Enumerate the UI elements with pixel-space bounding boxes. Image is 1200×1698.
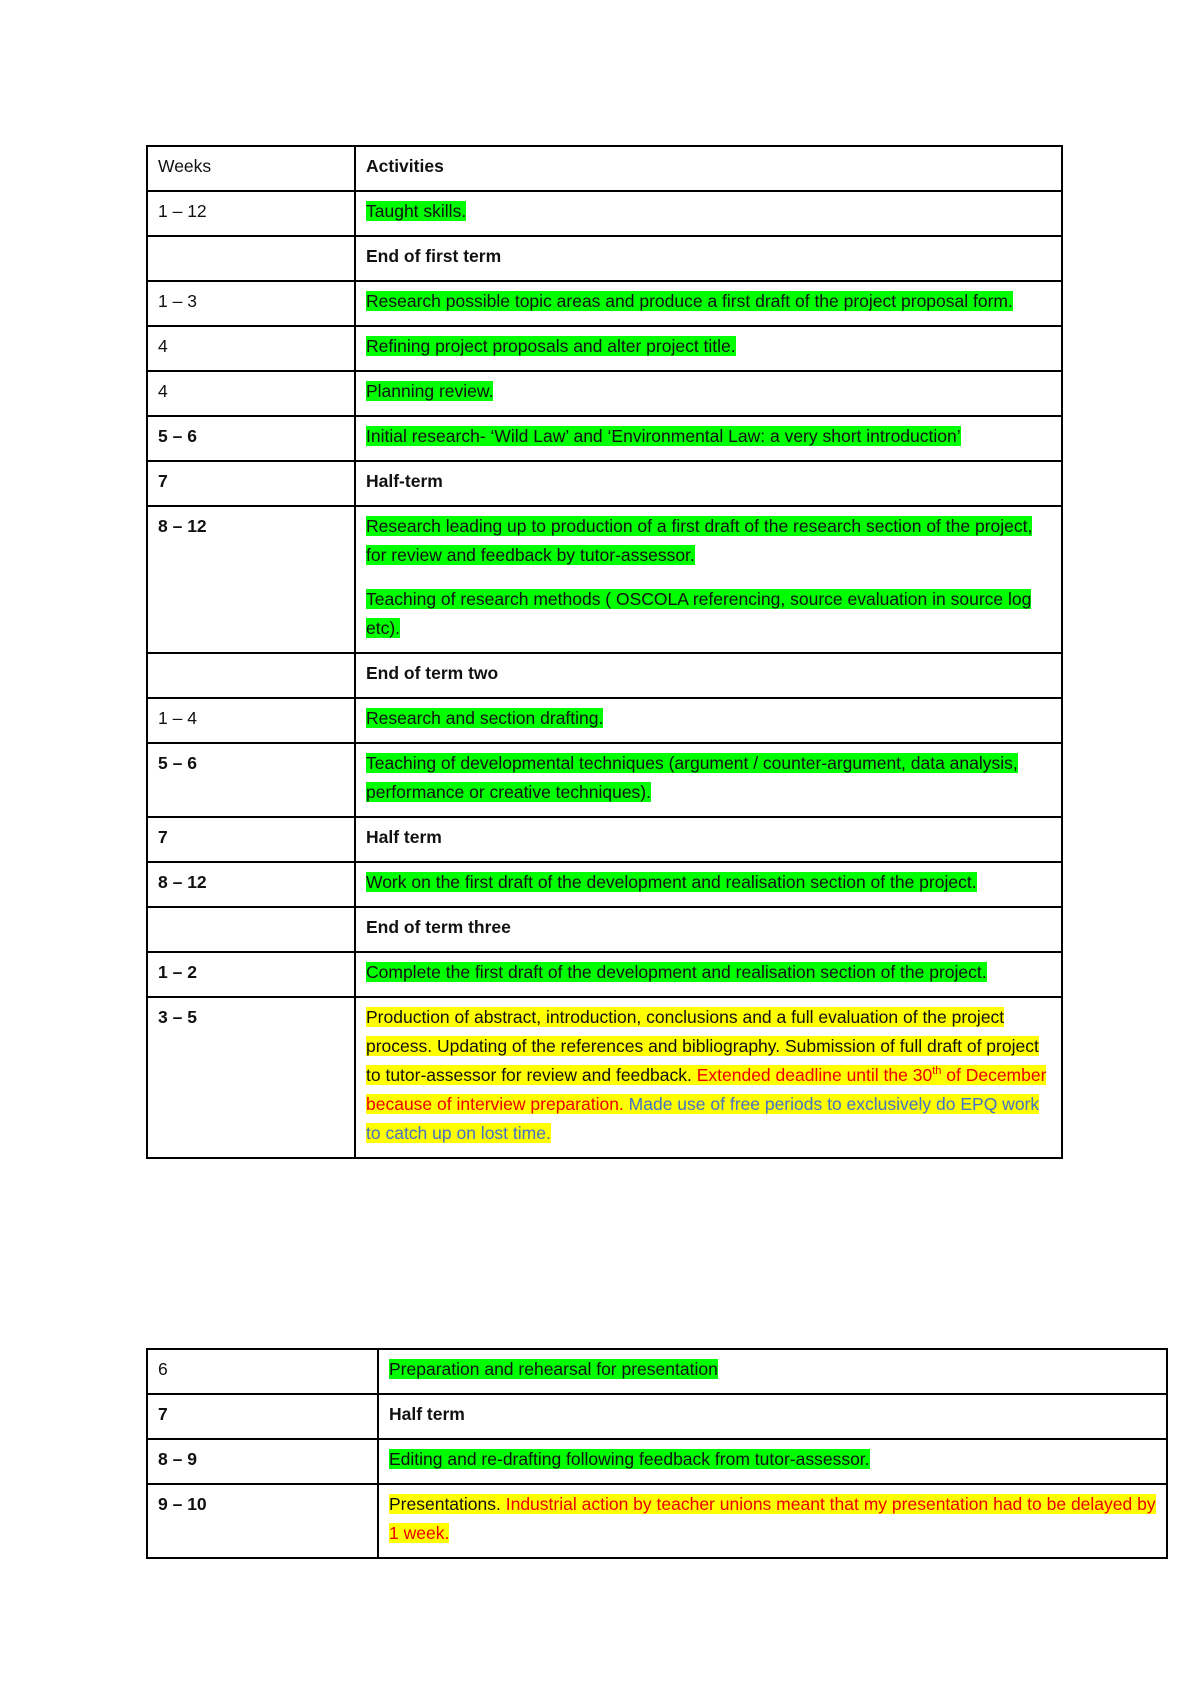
term-marker-cell: End of term three	[355, 907, 1062, 952]
table-row	[147, 952, 1062, 997]
weeks-cell: 7	[147, 817, 355, 862]
weeks-cell: 6	[147, 1349, 378, 1394]
weeks-cell: 4	[147, 371, 355, 416]
weeks-cell: 1 – 3	[147, 281, 355, 326]
free-periods-note: Made use of free periods to exclusively do EPQ work to catch up on lost time.	[366, 1094, 1040, 1143]
weeks-cell	[147, 907, 355, 952]
weeks-cell: 7	[147, 461, 355, 506]
weeks-cell: 1 – 12	[147, 191, 355, 236]
table-row	[147, 371, 1062, 416]
activity-cell: Research and section drafting.	[355, 698, 1062, 743]
industrial-action-note: Industrial action by teacher unions meant that my presentation had to be delayed by 1 week.	[389, 1494, 1156, 1543]
weeks-cell	[147, 236, 355, 281]
activity-cell: Initial research- ‘Wild Law’ and ‘Environmental Law: a very short introduction’	[355, 416, 1062, 461]
weeks-cell: 1 – 4	[147, 698, 355, 743]
weeks-cell: 8 – 12	[147, 862, 355, 907]
table-row	[147, 817, 1062, 862]
weeks-cell: 5 – 6	[147, 416, 355, 461]
activity-cell	[355, 997, 1062, 1158]
table-row	[147, 997, 1062, 1158]
activity-cell: Complete the first draft of the development and realisation section of the project.	[355, 952, 1062, 997]
table-header-row	[147, 146, 1062, 191]
table-row	[147, 326, 1062, 371]
weeks-cell: 3 – 5	[147, 997, 355, 1158]
project-schedule-table	[146, 145, 1063, 1159]
weeks-cell: 9 – 10	[147, 1484, 378, 1558]
table-row	[147, 1394, 1167, 1439]
activity-cell: Work on the first draft of the development and realisation section of the project.	[355, 862, 1062, 907]
weeks-cell: 5 – 6	[147, 743, 355, 817]
term-marker-cell: End of term two	[355, 653, 1062, 698]
term-marker-cell: Half term	[355, 817, 1062, 862]
table-row	[147, 416, 1062, 461]
weeks-cell: 8 – 12	[147, 506, 355, 653]
table-row	[147, 461, 1062, 506]
activity-cell: Teaching of developmental techniques (argument / counter-argument, data analysis, performance or creative techniques).	[355, 743, 1062, 817]
activity-cell: Planning review.	[355, 371, 1062, 416]
table-row	[147, 1484, 1167, 1558]
activity-cell: Research leading up to production of a first draft of the research section of the project, for review and feedback by tutor-assessor. Teaching of research methods ( OSCOLA referencing, source evaluation in source log etc).	[355, 506, 1062, 653]
table-row	[147, 506, 1062, 653]
table-row	[147, 907, 1062, 952]
table-row	[147, 1349, 1167, 1394]
weeks-cell: 7	[147, 1394, 378, 1439]
project-schedule-table-continued	[146, 1348, 1168, 1559]
activity-cell: Taught skills.	[355, 191, 1062, 236]
table-row	[147, 862, 1062, 907]
activity-cell: Editing and re-drafting following feedback from tutor-assessor.	[378, 1439, 1167, 1484]
weeks-cell: 1 – 2	[147, 952, 355, 997]
activity-text: Production of abstract, introduction, conclusions and a full evaluation of the project process. Updating of the references and bibliography. Submission of full draft of project to tutor-assessor for review and feedback. Extended deadline until the 30th of December because of interview preparation. Made use of free periods to exclusively do EPQ work to catch up on lost time.	[366, 1007, 1047, 1143]
table-row	[147, 653, 1062, 698]
table-row	[147, 698, 1062, 743]
table-row	[147, 743, 1062, 817]
term-marker-cell: End of first term	[355, 236, 1062, 281]
weeks-cell: 4	[147, 326, 355, 371]
activity-text: Presentations. Industrial action by teacher unions meant that my presentation had to be delayed by 1 week.	[389, 1494, 1156, 1543]
table-row	[147, 236, 1062, 281]
activity-cell	[378, 1484, 1167, 1558]
weeks-cell	[147, 653, 355, 698]
table-row	[147, 191, 1062, 236]
deadline-note: Extended deadline until the 30th of December because of interview preparation.	[366, 1065, 1047, 1114]
activity-cell: Preparation and rehearsal for presentation	[378, 1349, 1167, 1394]
table-row	[147, 281, 1062, 326]
activities-header: Activities	[355, 146, 1062, 191]
term-marker-cell: Half-term	[355, 461, 1062, 506]
activity-cell: Refining project proposals and alter project title.	[355, 326, 1062, 371]
activity-cell: Research possible topic areas and produce a first draft of the project proposal form.	[355, 281, 1062, 326]
term-marker-cell: Half term	[378, 1394, 1167, 1439]
table-row	[147, 1439, 1167, 1484]
weeks-header: Weeks	[147, 146, 355, 191]
weeks-cell: 8 – 9	[147, 1439, 378, 1484]
